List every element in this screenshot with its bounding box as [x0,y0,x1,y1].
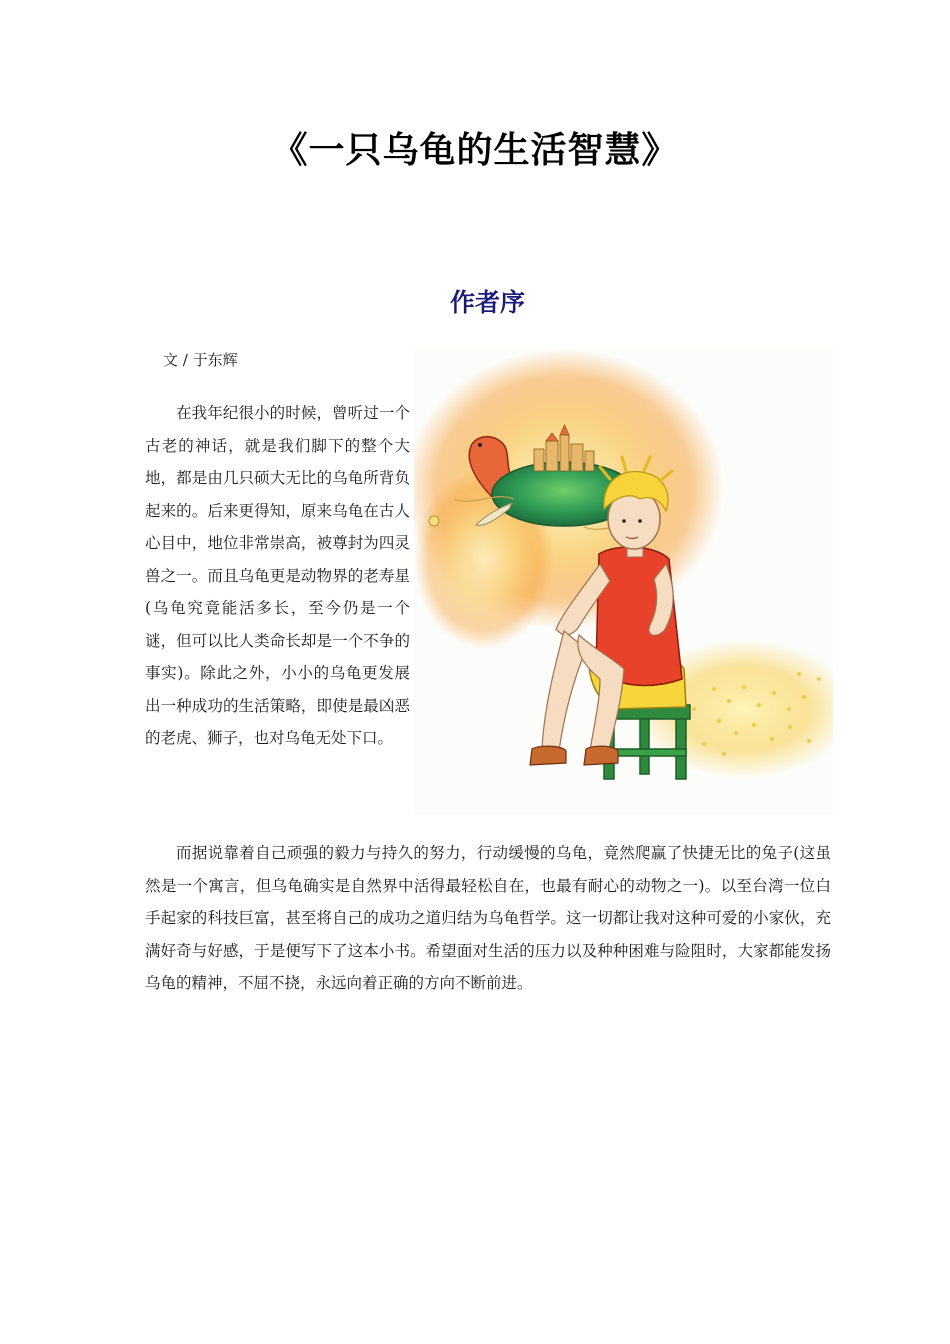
preface-paragraph-2: 而据说靠着自己顽强的毅力与持久的努力，行动缓慢的乌龟，竟然爬赢了快捷无比的兔子(这虽然是一个寓言，但乌龟确实是自然界中活得最轻松自在，也最有耐心的动物之一)。以至台湾一位白手起家的科技巨富，甚至将自己的成功之道归结为乌龟哲学。这一切都让我对这种可爱的小家伙，充满好奇与好感，于是便写下了这本小书。希望面对生活的压力以及种种困难与险阻时，大家都能发扬乌龟的精神，不屈不挠，永远向着正确的方向不断前进。 [145,844,831,992]
preface-illustration [414,349,833,815]
preface-paragraph-1: 在我年纪很小的时候，曾听过一个古老的神话，就是我们脚下的整个大地，都是由几只硕大无比的乌龟所背负起来的。后来更得知，原来乌龟在古人心目中，地位非常崇高，被尊封为四灵兽之一。而且乌龟更是动物界的老寿星(乌龟究竟能活多长，至今仍是一个谜，但可以比人类命长却是一个不争的事实)。除此之外，小小的乌龟更发展出一种成功的生活策略，即使是最凶恶的老虎、狮子，也对乌龟无处下口。 [145,404,410,747]
author-byline: 文 / 于东辉 [163,351,238,369]
boy-dreaming-turtle-image [414,349,833,815]
document-title: 《一只乌龟的生活智慧》 [271,130,679,171]
section-heading: 作者序 [449,288,525,317]
